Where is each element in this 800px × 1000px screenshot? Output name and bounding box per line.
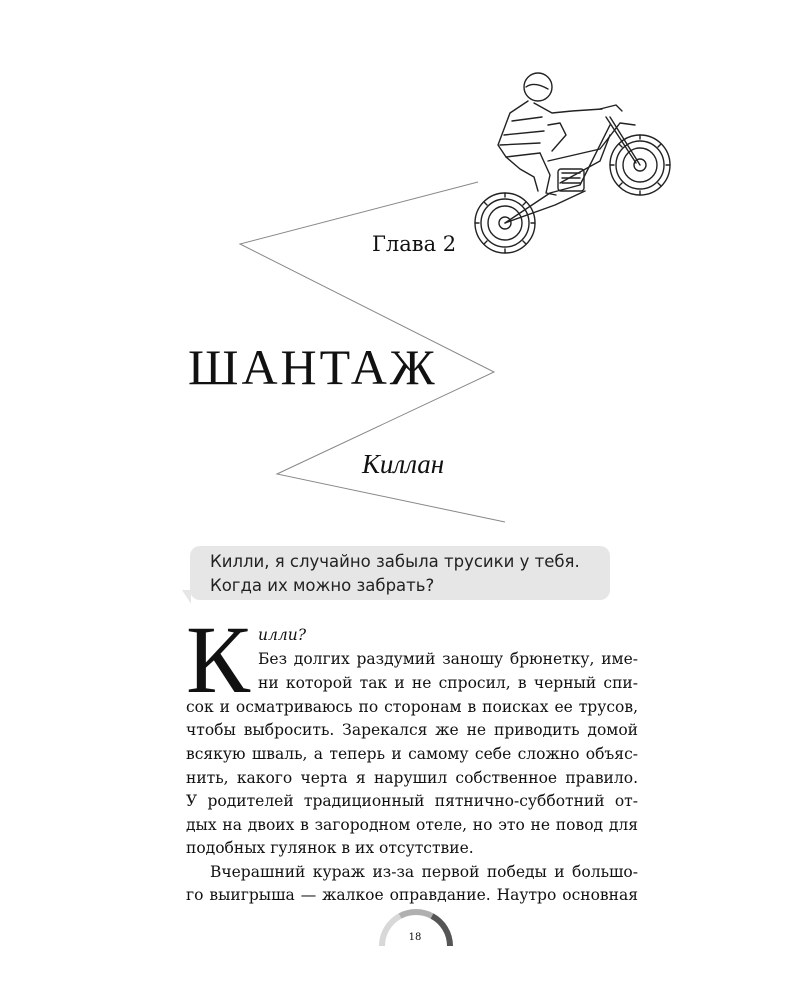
body-line: Без долгих раздумий заношу брюнетку, име- — [258, 650, 638, 668]
motocross-rider-icon — [460, 65, 678, 263]
body-line: дых на двоих в загородном отеле, но это не повод для — [186, 816, 638, 834]
body-line: сок и осматриваюсь по сторонам в поисках ее трусов, — [186, 698, 638, 716]
message-line: Килли, я случайно забыла трусики у тебя. — [210, 552, 580, 571]
message-bubble-tail — [182, 590, 191, 604]
body-line: нить, какого черта я нарушил собственное правило. — [186, 769, 638, 787]
chapter-label: Глава 2 — [372, 232, 457, 256]
drop-cap: К — [186, 606, 251, 713]
body-line: чтобы выбросить. Зарекался же не приводить домой — [186, 721, 638, 739]
message-text — [210, 550, 610, 598]
body-line: го выигрыша — жалкое оправдание. Наутро основная — [186, 886, 638, 904]
body-line: подобных гулянок в их отсутствие. — [186, 839, 474, 857]
chapter-title: ШАНТАЖ — [188, 339, 438, 395]
body-line: Вчерашний кураж из-за первой победы и большо- — [210, 863, 638, 881]
page-number: 18 — [408, 932, 422, 943]
chapter-narrator: Киллан — [362, 449, 445, 479]
message-line: Когда их можно забрать? — [210, 576, 435, 595]
body-line: всякую шваль, а теперь и самому себе сложно объяс- — [186, 745, 638, 763]
body-line: У родителей традиционный пятнично-субботний от- — [186, 792, 638, 810]
body-line: ни которой так и не спросил, в черный спи- — [258, 674, 638, 692]
body-line: илли? — [258, 626, 307, 644]
